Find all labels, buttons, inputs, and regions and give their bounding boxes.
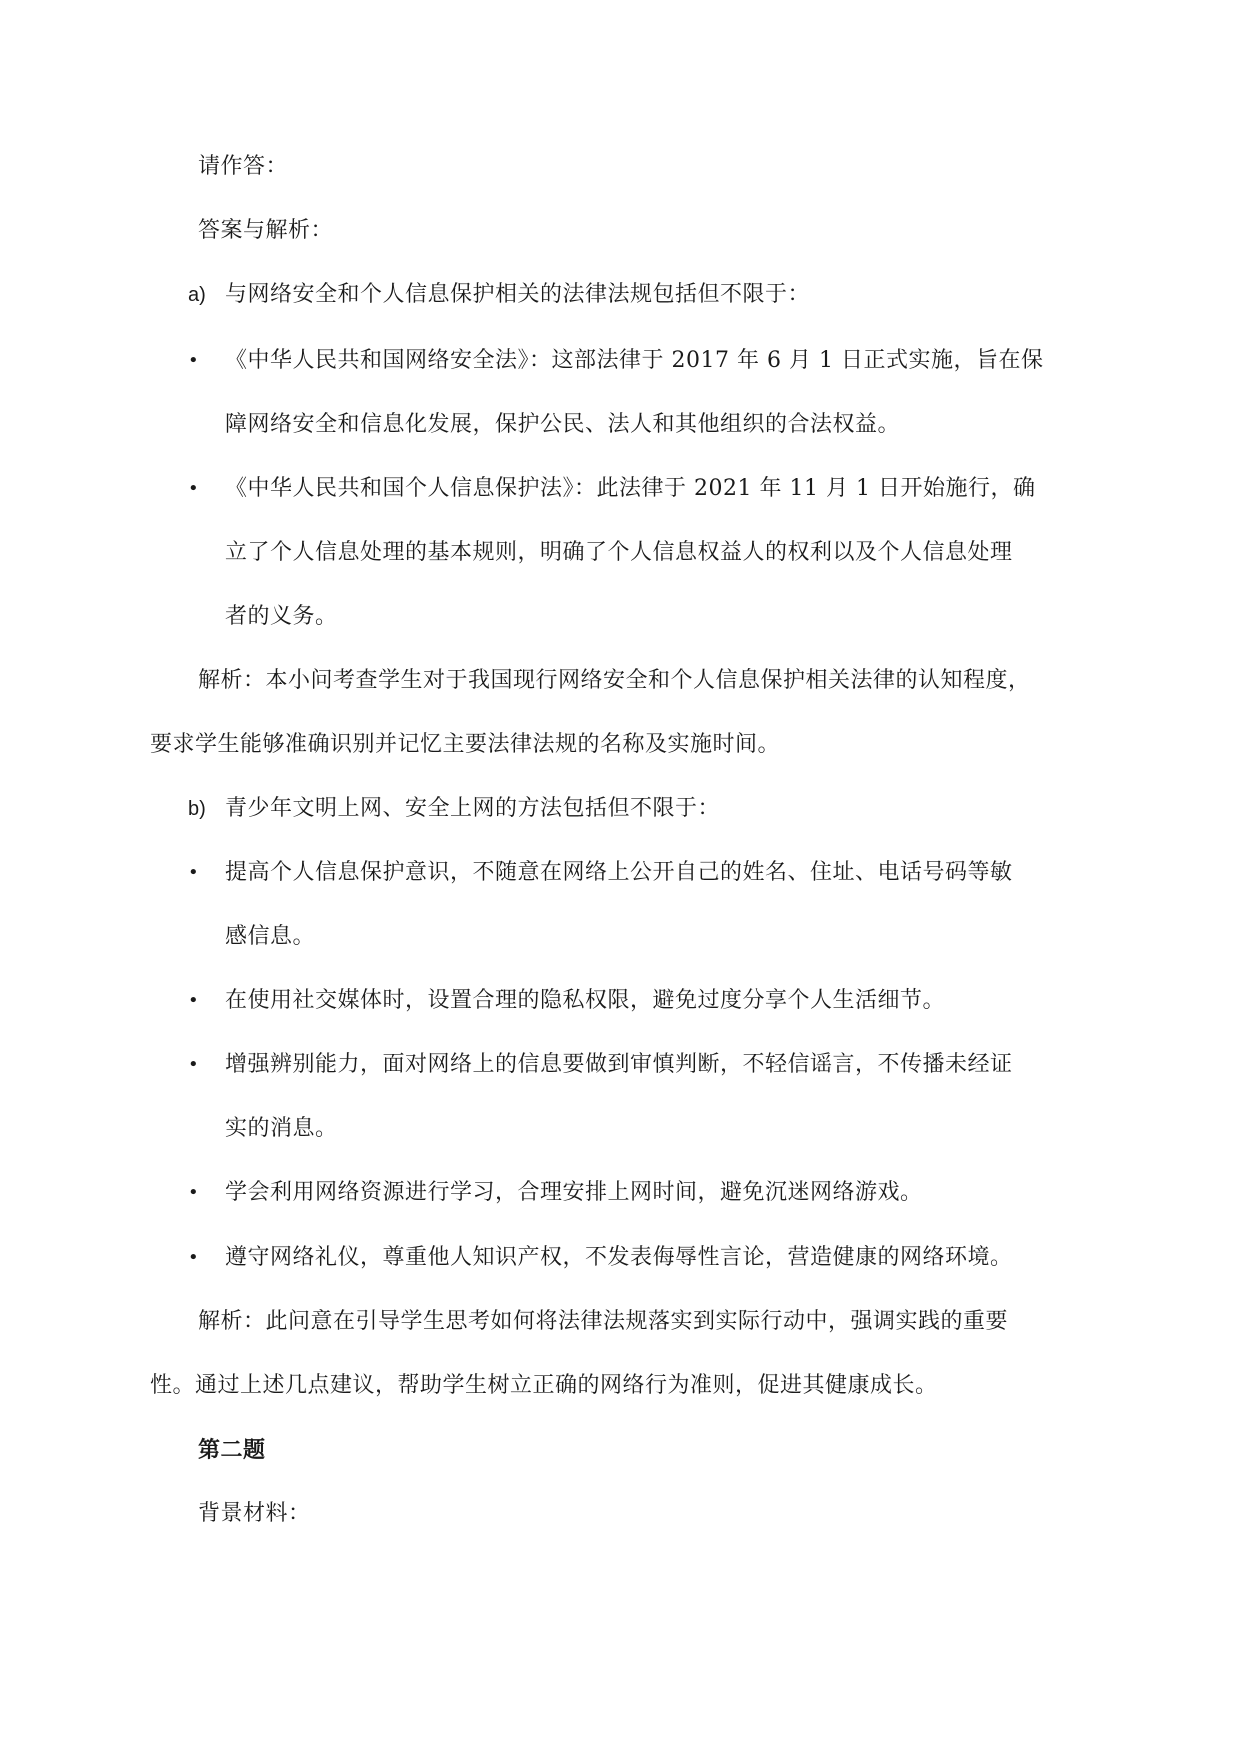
bullet-a2-line2: 立了个人信息处理的基本规则，明确了个人信息权益人的权利以及个人信息处理 (225, 540, 1013, 565)
bullet-a2-symbol: • (188, 478, 199, 499)
item-b-text: 青少年文明上网、安全上网的方法包括但不限于： (225, 796, 721, 821)
bullet-a1-line2: 障网络安全和信息化发展，保护公民、法人和其他组织的合法权益。 (225, 412, 901, 437)
bullet-a1-line1: 《中华人民共和国网络安全法》：这部法律于 2017 年 6 月 1 日正式实施，旨在保 (225, 348, 1044, 373)
bullet-b2-line1: 在使用社交媒体时，设置合理的隐私权限，避免过度分享个人生活细节。 (225, 988, 946, 1013)
bullet-b3-line2: 实的消息。 (225, 1116, 338, 1141)
bullet-a2-line3: 者的义务。 (225, 604, 338, 629)
bullet-b3-symbol: • (188, 1054, 199, 1075)
analysis-a-line1: 解析：本小问考查学生对于我国现行网络安全和个人信息保护相关法律的认知程度， (198, 668, 1031, 693)
bullet-b1-line2: 感信息。 (225, 924, 316, 949)
prompt-answer: 请作答： (198, 154, 289, 179)
background-material-heading: 背景材料： (198, 1501, 311, 1526)
item-b-marker: b) (188, 798, 206, 820)
bullet-a1-symbol: • (188, 350, 199, 371)
section-title: 第二题 (198, 1437, 266, 1463)
bullet-b1-symbol: • (188, 862, 199, 883)
bullet-b3-line1: 增强辨别能力，面对网络上的信息要做到审慎判断，不轻信谣言，不传播未经证 (225, 1052, 1013, 1077)
analysis-b-line1: 解析：此问意在引导学生思考如何将法律法规落实到实际行动中，强调实践的重要 (198, 1309, 1009, 1334)
bullet-b4-line1: 学会利用网络资源进行学习，合理安排上网时间，避免沉迷网络游戏。 (225, 1180, 923, 1205)
bullet-a2-line1: 《中华人民共和国个人信息保护法》：此法律于 2021 年 11 月 1 日开始施行，确 (225, 476, 1036, 501)
bullet-b1-line1: 提高个人信息保护意识，不随意在网络上公开自己的姓名、住址、电话号码等敏 (225, 860, 1013, 885)
bullet-b5-line1: 遵守网络礼仪，尊重他人知识产权，不发表侮辱性言论，营造健康的网络环境。 (225, 1245, 1013, 1270)
bullet-b5-symbol: • (188, 1247, 199, 1268)
bullet-b4-symbol: • (188, 1182, 199, 1203)
item-a-marker: a) (188, 284, 206, 306)
analysis-b-line2: 性。通过上述几点建议，帮助学生树立正确的网络行为准则，促进其健康成长。 (150, 1373, 938, 1398)
analysis-a-line2: 要求学生能够准确识别并记忆主要法律法规的名称及实施时间。 (150, 732, 781, 757)
bullet-b2-symbol: • (188, 990, 199, 1011)
item-a-text: 与网络安全和个人信息保护相关的法律法规包括但不限于： (225, 282, 811, 307)
answer-analysis-heading: 答案与解析： (198, 218, 334, 243)
